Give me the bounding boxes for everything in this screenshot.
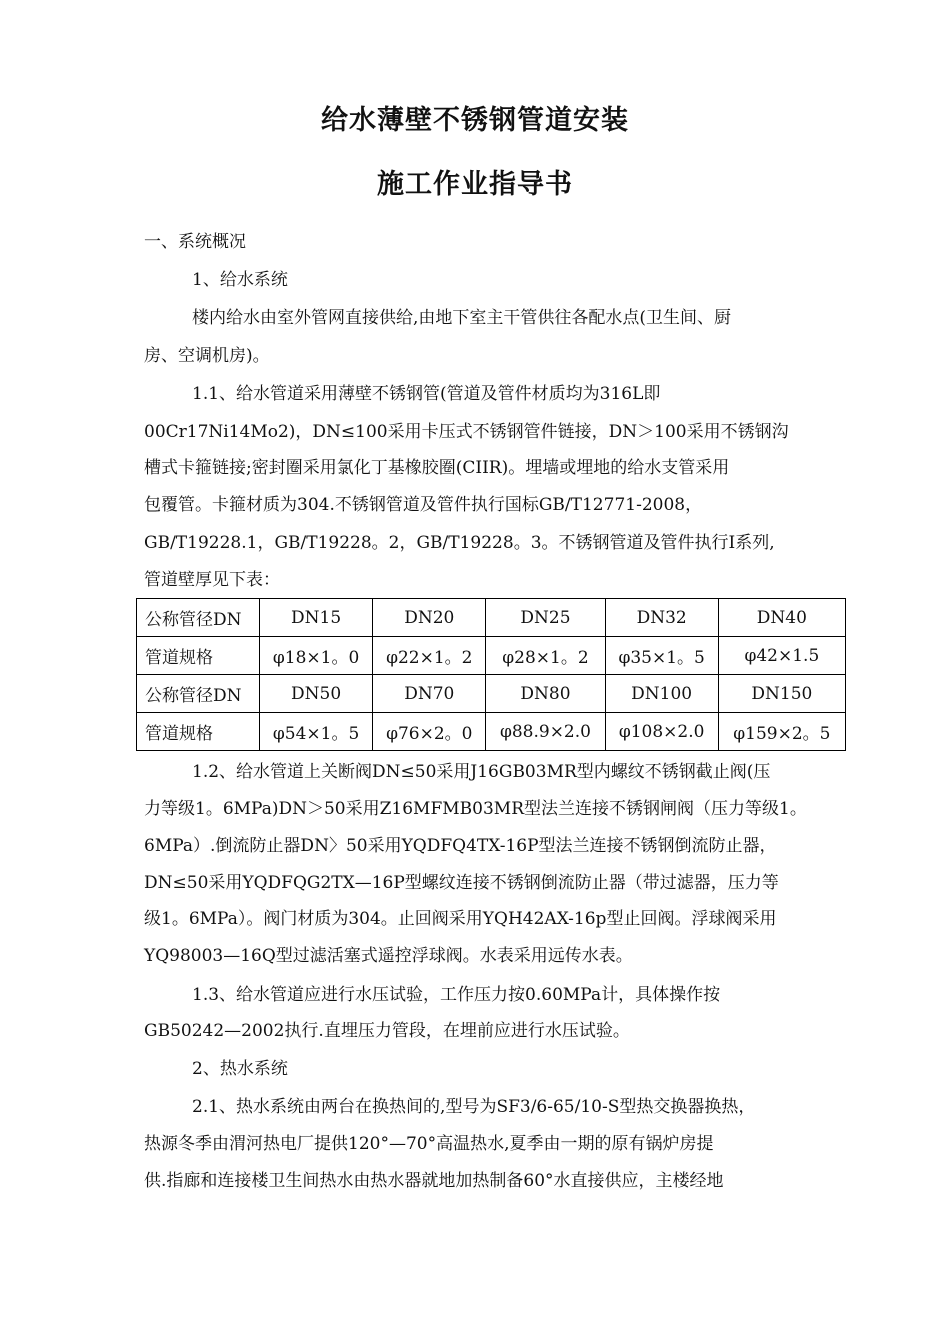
table-row: [137, 675, 846, 713]
table-cell: DN20: [373, 599, 486, 637]
table-cell: DN70: [373, 675, 486, 713]
table-cell: DN50: [260, 675, 373, 713]
table-cell: DN32: [605, 599, 718, 637]
pipe-spec-table: [136, 598, 846, 751]
table-cell: φ54×1。5: [260, 713, 373, 751]
paragraph-line: 力等级1。6MPa)DN＞50采用Z16MFMB03MR型法兰连接不锈钢闸阀（压力等级1。: [144, 799, 807, 819]
table-cell: DN100: [605, 675, 718, 713]
paragraph-line: 热源冬季由渭河热电厂提供120°—70°高温热水,夏季由一期的原有锅炉房提: [144, 1134, 714, 1154]
table-cell: φ76×2。0: [373, 713, 486, 751]
paragraph-line: 房、空调机房)。: [144, 346, 270, 366]
paragraph-line: DN≤50采用YQDFQG2TX—16P型螺纹连接不锈钢倒流防止器（带过滤器，压力等: [144, 873, 779, 893]
section-heading: 一、系统概况: [144, 232, 246, 252]
table-cell: φ18×1。0: [260, 637, 373, 675]
table-cell: DN150: [718, 675, 845, 713]
table-cell: φ88.9×2.0: [486, 713, 605, 751]
paragraph-line: 包覆管。卡箍材质为304.不锈钢管道及管件执行国标GB/T12771-2008，: [144, 495, 703, 515]
table-row: [137, 637, 846, 675]
table-row: [137, 599, 846, 637]
table-cell: φ35×1。5: [605, 637, 718, 675]
table-cell: 公称管径DN: [137, 599, 260, 637]
paragraph-line: 槽式卡箍链接;密封圈采用氯化丁基橡胶圈(CIIR)。埋墙或埋地的给水支管采用: [144, 458, 730, 478]
paragraph-line: 1.3、给水管道应进行水压试验，工作压力按0.60MPa计，具体操作按: [192, 985, 721, 1005]
table-cell: 公称管径DN: [137, 675, 260, 713]
paragraph-line: 00Cr17Ni14Mo2)，DN≤100采用卡压式不锈钢管件链接，DN＞100采用不锈钢沟: [144, 422, 789, 442]
paragraph-line: 1.2、给水管道上关断阀DN≤50采用J16GB03MR型内螺纹不锈钢截止阀(压: [192, 762, 771, 782]
paragraph-line: 供.指廊和连接楼卫生间热水由热水器就地加热制备60°水直接供应，主楼经地: [144, 1171, 724, 1191]
document-title: 给水薄壁不锈钢管道安装: [321, 105, 629, 136]
paragraph-line: 级1。6MPa）。阀门材质为304。止回阀采用YQH42AX-16p型止回阀。浮球阀采用: [144, 909, 777, 929]
table-cell: 管道规格: [137, 637, 260, 675]
paragraph-line: 1.1、给水管道采用薄壁不锈钢管(管道及管件材质均为316L即: [192, 384, 661, 404]
table-cell: DN80: [486, 675, 605, 713]
table-cell: 管道规格: [137, 713, 260, 751]
paragraph-line: GB50242—2002执行.直埋压力管段，在埋前应进行水压试验。: [144, 1021, 630, 1041]
paragraph-line: 2.1、热水系统由两台在换热间的,型号为SF3/6-65/10-S型热交换器换热，: [192, 1097, 756, 1117]
table-cell: φ108×2.0: [605, 713, 718, 751]
subsection-heading: 2、热水系统: [192, 1059, 288, 1079]
paragraph-line: 楼内给水由室外管网直接供给,由地下室主干管供往各配水点(卫生间、厨: [192, 308, 732, 328]
table-cell: DN25: [486, 599, 605, 637]
paragraph-line: 管道壁厚见下表：: [144, 570, 280, 590]
table-cell: φ22×1。2: [373, 637, 486, 675]
paragraph-line: GB/T19228.1，GB/T19228。2，GB/T19228。3。不锈钢管道及管件执行Ⅰ系列,: [144, 533, 775, 553]
table-cell: DN15: [260, 599, 373, 637]
paragraph-line: 6MPa）.倒流防止器DN〉50采用YQDFQ4TX-16P型法兰连接不锈钢倒流防止器，: [144, 836, 777, 856]
paragraph-line: YQ98003—16Q型过滤活塞式遥控浮球阀。水表采用远传水表。: [144, 946, 633, 966]
table-cell: φ28×1。2: [486, 637, 605, 675]
document-subtitle: 施工作业指导书: [377, 169, 573, 200]
subsection-heading: 1、给水系统: [192, 270, 288, 290]
table-cell: DN40: [718, 599, 845, 637]
table-row: [137, 713, 846, 751]
table-cell: φ159×2。5: [718, 713, 845, 751]
table-cell: φ42×1.5: [718, 637, 845, 675]
